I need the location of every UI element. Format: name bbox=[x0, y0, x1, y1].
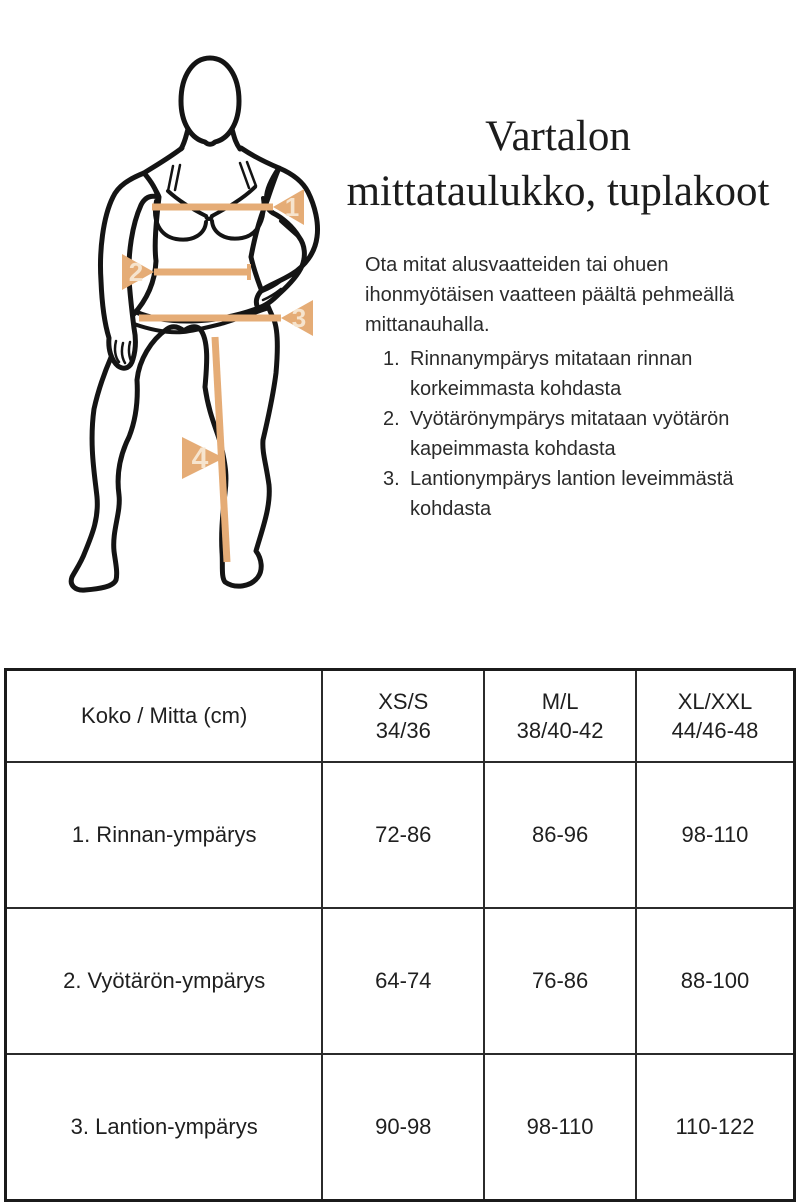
figure-body-outline bbox=[71, 148, 279, 590]
list-item-text: Lantionympärys lantion leveimmästä kohdasta bbox=[410, 468, 734, 520]
bust-marker-number: 1 bbox=[284, 192, 300, 222]
page-title-line1: Vartalon bbox=[485, 112, 631, 160]
table-row-label: 3. Lantion-ympärys bbox=[6, 1054, 323, 1201]
table-cell-value: 64-74 bbox=[322, 908, 484, 1054]
table-header-row bbox=[6, 670, 795, 763]
size-measurement-table bbox=[4, 668, 796, 1202]
size-label: M/L bbox=[541, 689, 579, 714]
waist-marker-number: 2 bbox=[128, 257, 144, 287]
inseam-marker-number: 4 bbox=[191, 442, 209, 475]
size-range: 34/36 bbox=[375, 718, 431, 743]
size-label: XL/XXL bbox=[677, 689, 753, 714]
page-title-line2: mittataulukko, tuplakoot bbox=[346, 167, 770, 215]
table-row bbox=[6, 908, 795, 1054]
table-row-label: 1. Rinnan-ympärys bbox=[6, 762, 323, 908]
list-item-text: Rinnanympärys mitataan rinnan korkeimmasta kohdasta bbox=[410, 348, 693, 400]
size-label: XS/S bbox=[378, 689, 429, 714]
list-item bbox=[383, 404, 783, 464]
table-header-cell bbox=[636, 670, 795, 763]
table-cell-value: 98-110 bbox=[636, 762, 795, 908]
table-cell-value: 76-86 bbox=[484, 908, 636, 1054]
list-item bbox=[383, 464, 783, 524]
table-cell-value: 98-110 bbox=[484, 1054, 636, 1201]
figure-illustration-svg bbox=[58, 25, 360, 605]
table-cell-value: 88-100 bbox=[636, 908, 795, 1054]
hip-marker-number: 3 bbox=[291, 303, 307, 333]
table-header-cell bbox=[484, 670, 636, 763]
list-item-number: 1. bbox=[383, 348, 400, 370]
list-item-text: Vyötärönympärys mitataan vyötärön kapeimmasta kohdasta bbox=[410, 408, 730, 460]
body-measurement-figure bbox=[58, 25, 360, 605]
list-item bbox=[383, 344, 783, 404]
table-row bbox=[6, 762, 795, 908]
table-row-label: 2. Vyötärön-ympärys bbox=[6, 908, 323, 1054]
table-row bbox=[6, 1054, 795, 1201]
list-item-number: 2. bbox=[383, 408, 400, 430]
table-cell-value: 90-98 bbox=[322, 1054, 484, 1201]
table-cell-value: 110-122 bbox=[636, 1054, 795, 1201]
size-range: 44/46-48 bbox=[671, 718, 759, 743]
size-range: 38/40-42 bbox=[516, 718, 604, 743]
table-corner-header: Koko / Mitta (cm) bbox=[6, 670, 323, 763]
table-header-cell bbox=[322, 670, 484, 763]
table-cell-value: 86-96 bbox=[484, 762, 636, 908]
table-cell-value: 72-86 bbox=[322, 762, 484, 908]
intro-paragraph: Ota mitat alusvaatteiden tai ohuen ihonmyötäisen vaatteen päältä pehmeällä mittanauhalla. bbox=[365, 254, 735, 336]
page-title bbox=[318, 109, 798, 219]
list-item-number: 3. bbox=[383, 468, 400, 490]
measurement-instructions-list bbox=[383, 344, 783, 524]
